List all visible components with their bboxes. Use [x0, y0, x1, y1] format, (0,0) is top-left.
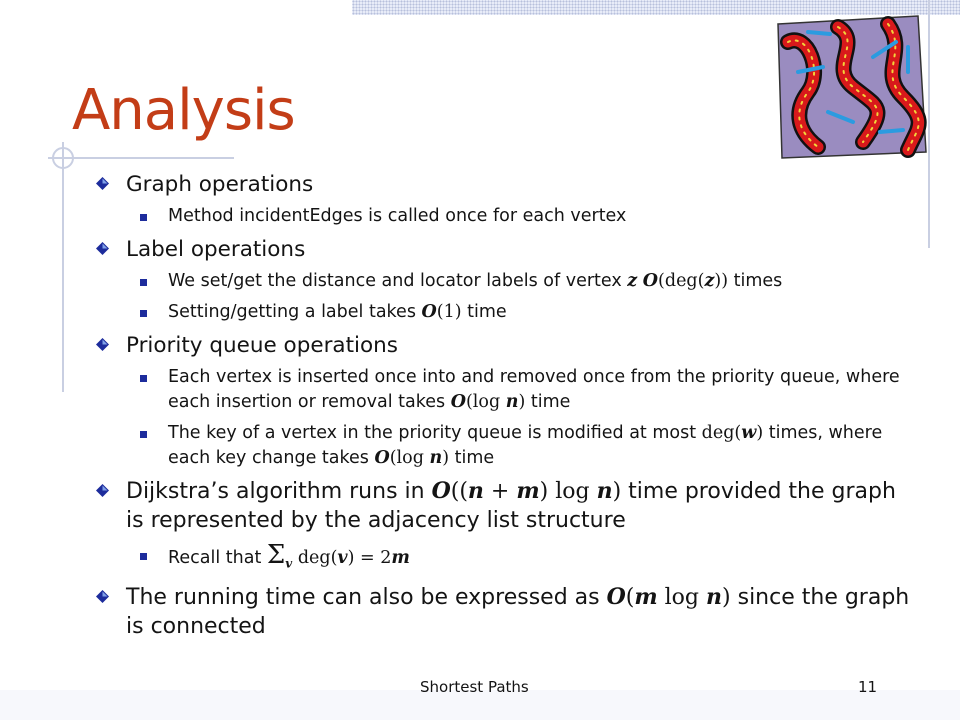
- left-accent-line: [62, 142, 64, 392]
- math-var: m: [391, 548, 410, 568]
- math-var: O: [450, 392, 466, 412]
- page-number: 11: [858, 678, 878, 696]
- bullet-text: Label operations: [126, 237, 306, 262]
- bullet-text: Method incidentEdges is called once for each vertex: [168, 206, 627, 226]
- maze-logo-icon: [768, 12, 928, 160]
- list-item: [94, 269, 914, 294]
- math-var: O: [606, 583, 626, 610]
- math-var: n: [429, 448, 443, 468]
- math-text: ): [442, 448, 450, 468]
- math-var: v: [337, 548, 348, 568]
- math-text: ): [722, 584, 731, 610]
- math-var: m: [516, 478, 540, 504]
- list-item: [94, 365, 914, 415]
- math-var: n: [706, 583, 723, 610]
- math-text: deg(: [292, 548, 338, 568]
- math-text: ) = 2: [347, 548, 392, 568]
- math-var: O: [431, 478, 451, 504]
- bullet-text: time: [449, 448, 495, 468]
- math-var: m: [634, 583, 658, 610]
- list-item: [94, 331, 914, 361]
- math-var: z: [704, 271, 715, 291]
- bullet-text: Each vertex is inserted once into and removed once from the priority queue, where each insertion or removal takes: [168, 367, 900, 412]
- math-text: (log: [465, 392, 506, 412]
- bullet-list: [94, 170, 914, 645]
- math-text: (1): [436, 302, 462, 322]
- title-underline: [48, 157, 234, 159]
- diamond-bullet-icon: [96, 484, 109, 497]
- math-text: ): [756, 423, 764, 443]
- math-text: ((: [450, 479, 468, 504]
- list-item: [94, 477, 914, 535]
- list-item: [94, 300, 914, 325]
- accent-circle: [52, 147, 74, 169]
- math-var: O: [374, 448, 390, 468]
- math-var: n: [505, 392, 519, 412]
- diamond-bullet-icon: [96, 590, 109, 603]
- diamond-bullet-icon: [96, 338, 109, 351]
- math-var: O: [642, 271, 659, 291]
- bullet-text: We set/get the distance and locator labels of vertex: [168, 271, 628, 291]
- math-text: (: [625, 584, 635, 610]
- bullet-text: Dijkstra’s algorithm runs in: [126, 479, 432, 504]
- math-var: n: [467, 478, 484, 504]
- math-var: O: [421, 302, 437, 322]
- math-text: +: [483, 479, 517, 504]
- math-var: w: [741, 423, 757, 443]
- math-text: ): [612, 479, 622, 504]
- math-text: (deg(: [658, 271, 705, 291]
- list-item: [94, 235, 914, 265]
- list-item: [94, 204, 914, 229]
- math-text: log: [657, 584, 707, 610]
- square-bullet-icon: [140, 553, 147, 560]
- list-item: [94, 540, 914, 577]
- bullet-text: Graph operations: [126, 172, 314, 197]
- math-text: deg(: [701, 423, 742, 443]
- bullet-text: time: [525, 392, 571, 412]
- bullet-text: Priority queue operations: [126, 333, 398, 358]
- bullet-text: Recall that: [168, 548, 267, 568]
- bullet-text: times: [728, 271, 783, 291]
- bullet-text: time: [461, 302, 507, 322]
- diamond-bullet-icon: [96, 242, 109, 255]
- square-bullet-icon: [140, 375, 147, 382]
- bullet-text: times, where each key change takes: [168, 423, 883, 468]
- bullet-text: Setting/getting a label takes: [168, 302, 422, 322]
- bullet-text: The running time can also be expressed as: [126, 584, 607, 610]
- list-item: [94, 170, 914, 200]
- bullet-text: The key of a vertex in the priority queue is modified at most: [168, 423, 702, 443]
- math-sigma: Σ: [266, 540, 286, 570]
- square-bullet-icon: [140, 279, 147, 286]
- right-accent-line: [928, 0, 930, 248]
- footer-title: Shortest Paths: [420, 678, 529, 696]
- slide-title: Analysis: [72, 78, 295, 143]
- math-text: ): [518, 392, 526, 412]
- math-text: (log: [389, 448, 430, 468]
- math-text: )): [714, 271, 729, 291]
- list-item: [94, 583, 914, 641]
- square-bullet-icon: [140, 431, 147, 438]
- list-item: [94, 421, 914, 471]
- diamond-bullet-icon: [96, 177, 109, 190]
- bullet-text: since the graph is connected: [126, 584, 910, 639]
- square-bullet-icon: [140, 214, 147, 221]
- math-var: v: [285, 556, 293, 571]
- math-text: ) log: [539, 479, 597, 504]
- math-var: n: [596, 478, 613, 504]
- math-var: z: [627, 271, 638, 291]
- bullet-text: time provided the graph is represented by the adjacency list structure: [126, 479, 896, 533]
- square-bullet-icon: [140, 310, 147, 317]
